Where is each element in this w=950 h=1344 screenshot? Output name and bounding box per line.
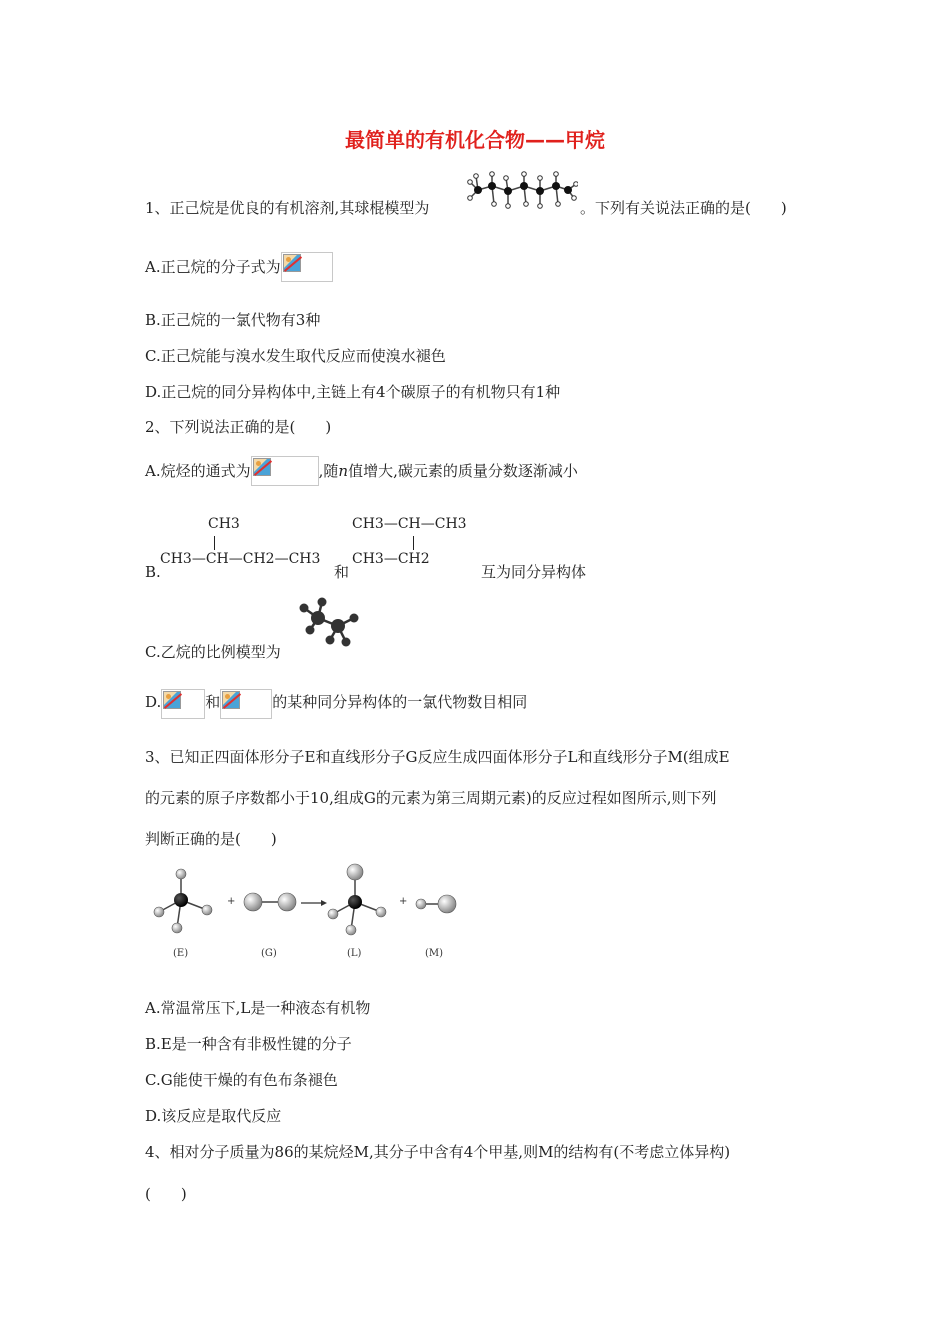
- formula-2-top: CH3—CH—CH3: [352, 516, 467, 532]
- ethane-space-filling-model-icon: [296, 596, 362, 648]
- broken-image-icon: [251, 456, 319, 486]
- q3-stem-line-3: 判断正确的是( ): [145, 830, 277, 848]
- broken-image-icon: [220, 689, 272, 719]
- formula-1-bond: [214, 536, 215, 550]
- formula-1-main: CH3—CH—CH2—CH3: [160, 551, 321, 567]
- formula-2-bond: [413, 536, 414, 550]
- q3-option-d: D.该反应是取代反应: [145, 1107, 282, 1125]
- plus-sign-1: +: [227, 896, 236, 907]
- q2-option-b-prefix: B.: [145, 563, 161, 581]
- q2-option-d-suffix: 的某种同分异构体的一氯代物数目相同: [272, 693, 528, 711]
- q2-stem: 2、下列说法正确的是( ): [145, 418, 332, 436]
- label-m: (M): [425, 948, 444, 959]
- q1-stem-after: 。下列有关说法正确的是( ): [580, 199, 787, 217]
- formula-1-top: CH3: [208, 516, 240, 532]
- broken-image-icon: [281, 252, 333, 282]
- q4-stem-line-1: 4、相对分子质量为86的某烷烃M,其分子中含有4个甲基,则M的结构有(不考虑立体异构): [145, 1143, 731, 1161]
- q2-option-d: [145, 689, 527, 719]
- q1-option-a-text: A.正己烷的分子式为: [145, 258, 281, 276]
- q3-stem-line-2: 的元素的原子序数都小于10,组成G的元素为第三周期元素)的反应过程如图所示,则下列: [145, 789, 717, 807]
- q1-option-b: B.正己烷的一氯代物有3种: [145, 311, 321, 329]
- q3-stem-line-1: 3、已知正四面体形分子E和直线形分子G反应生成四面体形分子L和直线形分子M(组成E: [145, 748, 730, 766]
- molecule-m: [416, 895, 456, 913]
- q4-stem-line-2: ( ): [145, 1185, 187, 1203]
- hexane-ball-stick-model-icon: [464, 168, 578, 214]
- q2-option-a-text: A.烷烃的通式为: [145, 462, 251, 480]
- reaction-diagram: [145, 862, 465, 968]
- q3-option-a: A.常温常压下,L是一种液态有机物: [145, 999, 371, 1017]
- broken-image-icon: [161, 689, 205, 719]
- label-l: (L): [347, 948, 362, 959]
- reaction-diagram-svg: [145, 862, 465, 942]
- q1-option-a: [145, 252, 333, 282]
- page-title: 最简单的有机化合物——甲烷: [345, 128, 605, 152]
- q1-option-c: C.正己烷能与溴水发生取代反应而使溴水褪色: [145, 347, 446, 365]
- plus-sign-2: +: [399, 896, 408, 907]
- q1-option-d: D.正己烷的同分异构体中,主链上有4个碳原子的有机物只有1种: [145, 383, 561, 401]
- label-g: (G): [261, 948, 277, 959]
- label-e: (E): [173, 948, 189, 959]
- q1-stem: [145, 198, 429, 218]
- q2-option-c: C.乙烷的比例模型为: [145, 643, 281, 661]
- q2-option-d-prefix: D.: [145, 693, 162, 711]
- q3-option-c: C.G能使干燥的有色布条褪色: [145, 1071, 338, 1089]
- reaction-arrow: [301, 900, 327, 906]
- q2-option-a-mid: ,随: [318, 462, 339, 480]
- q2-option-a-after: 值增大,碳元素的质量分数逐渐减小: [348, 462, 578, 480]
- formula-2-bottom: CH3—CH2: [352, 551, 430, 567]
- q2-option-a: [145, 456, 578, 486]
- molecule-g: [244, 893, 296, 911]
- q3-option-b: B.E是一种含有非极性键的分子: [145, 1035, 352, 1053]
- q2-option-b-and: 和: [334, 563, 350, 581]
- q1-stem-before: 1、正己烷是优良的有机溶剂,其球棍模型为: [145, 199, 430, 217]
- q2-option-a-var: n: [338, 462, 349, 480]
- q2-option-d-and: 和: [205, 693, 221, 711]
- q2-option-b-suffix: 互为同分异构体: [481, 563, 587, 581]
